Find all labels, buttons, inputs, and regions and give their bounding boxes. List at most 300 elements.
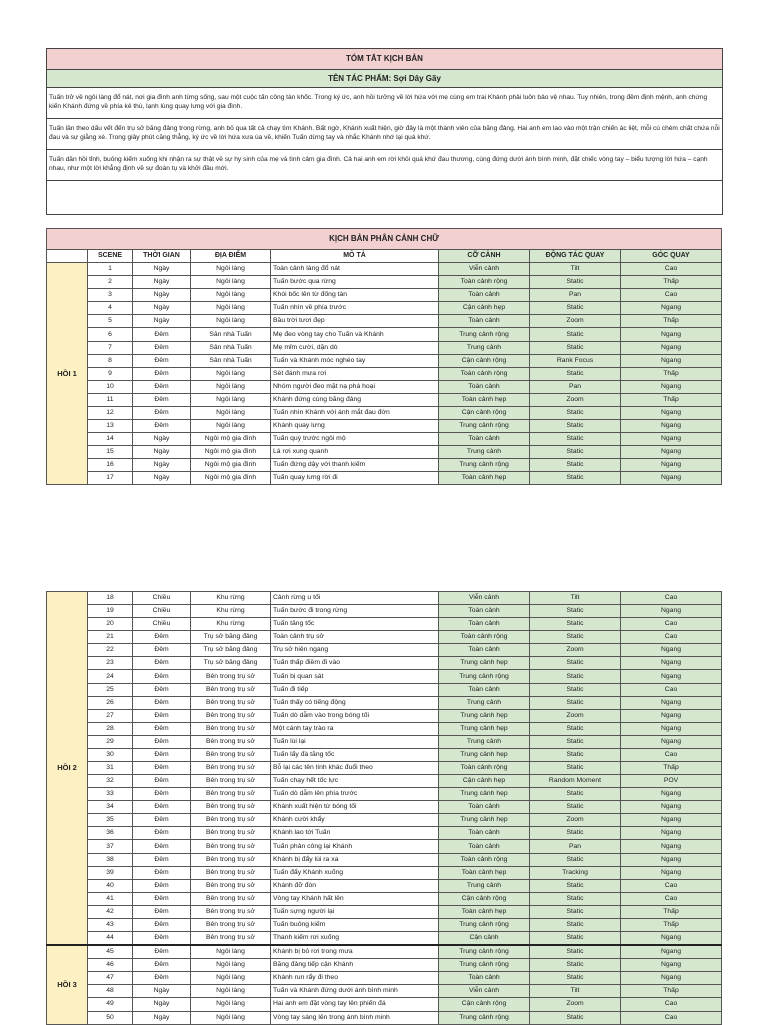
camera-move-cell: Tilt (530, 985, 621, 998)
camera-move-cell: Static (530, 788, 621, 801)
scene-number: 37 (88, 840, 133, 853)
scene-number: 7 (88, 341, 133, 354)
act-label: HỒI 3 (47, 945, 88, 1024)
time-cell: Ngày (133, 302, 191, 315)
description-cell: Khói bốc lên từ đống tàn (271, 289, 439, 302)
scene-row (47, 420, 722, 433)
camera-angle-cell: Thấp (621, 985, 722, 998)
camera-angle-cell: Ngang (621, 959, 722, 972)
location-cell: Ngôi làng (191, 985, 271, 998)
camera-angle-cell: Ngang (621, 735, 722, 748)
location-cell: Khu rừng (191, 605, 271, 618)
scene-number: 18 (88, 592, 133, 605)
shot-size-cell: Viễn cảnh (439, 263, 530, 276)
time-cell: Đêm (133, 945, 191, 959)
location-cell: Ngôi làng (191, 1011, 271, 1024)
description-cell: Cảnh rừng u tối (271, 592, 439, 605)
scene-row (47, 932, 722, 946)
camera-move-cell: Static (530, 631, 621, 644)
shot-size-cell: Trung cảnh rộng (439, 959, 530, 972)
description-cell: Bỗ lại các tên lính khác đuổi theo (271, 762, 439, 775)
shot-size-cell: Trung cảnh rộng (439, 328, 530, 341)
location-cell: Bên trong trụ sở (191, 696, 271, 709)
time-cell: Đêm (133, 406, 191, 419)
shot-size-cell: Toàn cảnh (439, 380, 530, 393)
description-cell: Tuấn thấp điềm đi vào (271, 657, 439, 670)
camera-angle-cell: Ngang (621, 657, 722, 670)
time-cell: Ngày (133, 263, 191, 276)
location-cell: Bên trong trụ sở (191, 853, 271, 866)
camera-move-cell: Tilt (530, 592, 621, 605)
description-cell: Tuấn và Khánh móc nghéo tay (271, 354, 439, 367)
scene-row (47, 459, 722, 472)
time-cell: Chiều (133, 592, 191, 605)
scene-number: 1 (88, 263, 133, 276)
camera-move-cell: Static (530, 827, 621, 840)
description-cell: Tuấn nhìn về phía trước (271, 302, 439, 315)
scene-number: 30 (88, 748, 133, 761)
scene-number: 16 (88, 459, 133, 472)
camera-move-cell: Static (530, 1011, 621, 1024)
description-cell: Tuấn dò dẫm lên phía trước (271, 788, 439, 801)
scene-row (47, 367, 722, 380)
shot-size-cell: Cận cảnh hẹp (439, 775, 530, 788)
camera-move-cell: Static (530, 945, 621, 959)
description-cell: Tuấn đứng dậy với thanh kiếm (271, 459, 439, 472)
camera-angle-cell: Ngang (621, 840, 722, 853)
description-cell: Tuấn sựng người lại (271, 905, 439, 918)
time-cell: Đêm (133, 748, 191, 761)
summary-paragraph-2: Tuấn lần theo dấu vết đến trụ sở băng đảng trong rừng, anh bỏ qua tất cả chạy tìm Khánh. Bất ngờ, Khánh xuất hiện, giờ đây là một thành viên của băng đảng. Hai anh em lao vào một trận chiến ác liệt, mỗi cú chém chất chứa nỗi đau và sự giằng xé. Trong giây phút căng thẳng, ký ức về lời hứa xưa ùa về, khiến Tuấn dừng tay và nhắc Khánh nhớ lại quá khứ. (47, 119, 722, 150)
shot-size-cell: Toàn cảnh (439, 433, 530, 446)
location-cell: Ngôi làng (191, 289, 271, 302)
description-cell: Vòng tay sáng lên trong ánh bình minh (271, 1011, 439, 1024)
time-cell: Ngày (133, 985, 191, 998)
time-cell: Đêm (133, 879, 191, 892)
camera-move-cell: Static (530, 406, 621, 419)
camera-angle-cell: Ngang (621, 670, 722, 683)
camera-angle-cell: Cao (621, 289, 722, 302)
camera-move-cell: Tracking (530, 866, 621, 879)
table-title-row (47, 229, 722, 250)
camera-move-cell: Static (530, 972, 621, 985)
time-cell: Đêm (133, 696, 191, 709)
scene-row (47, 735, 722, 748)
scene-number: 31 (88, 762, 133, 775)
time-cell: Đêm (133, 393, 191, 406)
shot-size-cell: Trung cảnh (439, 446, 530, 459)
shot-size-cell: Trung cảnh (439, 341, 530, 354)
location-cell: Khu rừng (191, 592, 271, 605)
scene-number: 22 (88, 644, 133, 657)
time-cell: Đêm (133, 420, 191, 433)
shot-size-cell: Cận cảnh rộng (439, 406, 530, 419)
scene-number: 40 (88, 879, 133, 892)
location-cell: Khu rừng (191, 618, 271, 631)
description-cell: Khánh quay lưng (271, 420, 439, 433)
scene-row (47, 972, 722, 985)
camera-angle-cell: Ngang (621, 302, 722, 315)
camera-move-cell: Static (530, 905, 621, 918)
scene-number: 29 (88, 735, 133, 748)
time-cell: Ngày (133, 315, 191, 328)
camera-move-cell: Static (530, 762, 621, 775)
scene-row (47, 644, 722, 657)
scene-number: 48 (88, 985, 133, 998)
time-cell: Đêm (133, 853, 191, 866)
location-cell: Bên trong trụ sở (191, 788, 271, 801)
camera-angle-cell: Ngang (621, 472, 722, 485)
time-cell: Đêm (133, 972, 191, 985)
camera-move-cell: Static (530, 683, 621, 696)
time-cell: Đêm (133, 840, 191, 853)
scene-row (47, 341, 722, 354)
scene-row (47, 472, 722, 485)
scene-row (47, 918, 722, 931)
camera-move-cell: Zoom (530, 644, 621, 657)
location-cell: Bên trong trụ sở (191, 918, 271, 931)
location-cell: Ngôi mộ gia đình (191, 446, 271, 459)
description-cell: Khánh bị bỏ rơi trong mưa (271, 945, 439, 959)
location-cell: Ngôi làng (191, 380, 271, 393)
camera-angle-cell: Ngang (621, 644, 722, 657)
scene-number: 49 (88, 998, 133, 1011)
shot-size-cell: Toàn cảnh rộng (439, 762, 530, 775)
description-cell: Tuấn dò dẫm vào trong bóng tối (271, 709, 439, 722)
location-cell: Ngôi làng (191, 406, 271, 419)
scene-table-part2 (46, 591, 722, 1025)
shot-size-cell: Trung cảnh hẹp (439, 722, 530, 735)
description-cell: Tuấn buông kiếm (271, 918, 439, 931)
camera-angle-cell: Cao (621, 748, 722, 761)
location-cell: Bên trong trụ sở (191, 683, 271, 696)
location-cell: Trụ sở băng đảng (191, 657, 271, 670)
time-cell: Ngày (133, 1011, 191, 1024)
location-cell: Bên trong trụ sở (191, 827, 271, 840)
camera-angle-cell: Ngang (621, 945, 722, 959)
location-cell: Ngôi làng (191, 393, 271, 406)
scene-number: 44 (88, 932, 133, 946)
scene-number: 8 (88, 354, 133, 367)
location-cell: Bên trong trụ sở (191, 879, 271, 892)
header-blank (47, 250, 88, 263)
description-cell: Tuấn đi tiếp (271, 683, 439, 696)
shot-size-cell: Trung cảnh rộng (439, 1011, 530, 1024)
location-cell: Bên trong trụ sở (191, 735, 271, 748)
time-cell: Đêm (133, 735, 191, 748)
location-cell: Trụ sở băng đảng (191, 644, 271, 657)
location-cell: Ngôi làng (191, 945, 271, 959)
scene-number: 9 (88, 367, 133, 380)
scene-number: 43 (88, 918, 133, 931)
location-cell: Sân nhà Tuấn (191, 354, 271, 367)
work-title: TÊN TÁC PHẨM: Sợi Dây Gãy (47, 70, 722, 88)
time-cell: Đêm (133, 827, 191, 840)
scene-row (47, 393, 722, 406)
scene-number: 13 (88, 420, 133, 433)
time-cell: Chiều (133, 605, 191, 618)
time-cell: Đêm (133, 801, 191, 814)
camera-angle-cell: Ngang (621, 446, 722, 459)
shot-size-cell: Cận cảnh rộng (439, 354, 530, 367)
scene-row (47, 866, 722, 879)
scene-number: 45 (88, 945, 133, 959)
description-cell: Băng đảng tiếp cận Khánh (271, 959, 439, 972)
scene-row (47, 840, 722, 853)
description-cell: Lá rơi xung quanh (271, 446, 439, 459)
scene-row (47, 289, 722, 302)
location-cell: Ngôi mộ gia đình (191, 472, 271, 485)
scene-number: 41 (88, 892, 133, 905)
camera-move-cell: Static (530, 302, 621, 315)
camera-move-cell: Static (530, 328, 621, 341)
description-cell: Tuấn bị quan sát (271, 670, 439, 683)
camera-angle-cell: POV (621, 775, 722, 788)
header-camera-angle-cell: GÓC QUAY (621, 250, 722, 263)
scene-table-part1 (46, 228, 722, 485)
scene-row (47, 709, 722, 722)
location-cell: Bên trong trụ sở (191, 748, 271, 761)
header-description-cell: MÔ TẢ (271, 250, 439, 263)
camera-angle-cell: Ngang (621, 459, 722, 472)
camera-angle-cell: Cao (621, 998, 722, 1011)
time-cell: Đêm (133, 762, 191, 775)
scene-number: 46 (88, 959, 133, 972)
description-cell: Mẹ đeo vòng tay cho Tuấn và Khánh (271, 328, 439, 341)
scene-row (47, 853, 722, 866)
scene-row (47, 263, 722, 276)
description-cell: Mẹ mỉm cười, dặn dò (271, 341, 439, 354)
shot-size-cell: Trung cảnh hẹp (439, 814, 530, 827)
location-cell: Bên trong trụ sở (191, 905, 271, 918)
scene-number: 5 (88, 315, 133, 328)
camera-move-cell: Static (530, 748, 621, 761)
camera-move-cell: Static (530, 853, 621, 866)
camera-angle-cell: Ngang (621, 709, 722, 722)
shot-size-cell: Toàn cảnh (439, 827, 530, 840)
camera-angle-cell: Thấp (621, 918, 722, 931)
shot-size-cell: Toàn cảnh (439, 315, 530, 328)
camera-angle-cell: Ngang (621, 696, 722, 709)
scene-number: 20 (88, 618, 133, 631)
camera-move-cell: Static (530, 735, 621, 748)
scene-row (47, 788, 722, 801)
camera-angle-cell: Ngang (621, 433, 722, 446)
location-cell: Bên trong trụ sở (191, 801, 271, 814)
description-cell: Toàn cảnh trụ sở (271, 631, 439, 644)
scene-number: 28 (88, 722, 133, 735)
description-cell: Tuấn phản công lại Khánh (271, 840, 439, 853)
description-cell: Tuấn thấy có tiếng động (271, 696, 439, 709)
camera-angle-cell: Cao (621, 892, 722, 905)
table-header-row (47, 250, 722, 263)
camera-move-cell: Static (530, 605, 621, 618)
camera-angle-cell: Ngang (621, 722, 722, 735)
camera-angle-cell: Cao (621, 1011, 722, 1024)
camera-angle-cell: Cao (621, 683, 722, 696)
camera-move-cell: Static (530, 367, 621, 380)
time-cell: Ngày (133, 446, 191, 459)
scene-number: 12 (88, 406, 133, 419)
time-cell: Đêm (133, 657, 191, 670)
shot-size-cell: Cận cảnh hẹp (439, 302, 530, 315)
scene-row (47, 959, 722, 972)
scene-number: 27 (88, 709, 133, 722)
description-cell: Tuấn và Khánh đứng dưới ánh bình minh (271, 985, 439, 998)
shot-size-cell: Toàn cảnh rộng (439, 367, 530, 380)
camera-angle-cell: Cao (621, 618, 722, 631)
shot-size-cell: Toàn cảnh hẹp (439, 393, 530, 406)
shot-size-cell: Toàn cảnh (439, 801, 530, 814)
description-cell: Nhóm người đeo mặt nạ phá hoại (271, 380, 439, 393)
description-cell: Tuấn chạy hết tốc lực (271, 775, 439, 788)
location-cell: Bên trong trụ sở (191, 892, 271, 905)
header-scene-number: SCENE (88, 250, 133, 263)
camera-move-cell: Zoom (530, 393, 621, 406)
shot-size-cell: Trung cảnh rộng (439, 945, 530, 959)
camera-angle-cell: Ngang (621, 801, 722, 814)
location-cell: Ngôi làng (191, 263, 271, 276)
time-cell: Đêm (133, 354, 191, 367)
act-label: HỒI 2 (47, 592, 88, 946)
time-cell: Đêm (133, 814, 191, 827)
camera-move-cell: Static (530, 801, 621, 814)
time-cell: Đêm (133, 709, 191, 722)
shot-size-cell: Trung cảnh hẹp (439, 788, 530, 801)
shot-size-cell: Toàn cảnh hẹp (439, 472, 530, 485)
camera-angle-cell: Cao (621, 592, 722, 605)
shot-size-cell: Trung cảnh (439, 696, 530, 709)
scene-number: 35 (88, 814, 133, 827)
description-cell: Khánh bị đẩy lùi ra xa (271, 853, 439, 866)
description-cell: Tuấn bước đi trong rừng (271, 605, 439, 618)
shot-size-cell: Cận cảnh rộng (439, 998, 530, 1011)
description-cell: Khánh run rẩy đi theo (271, 972, 439, 985)
scene-row (47, 905, 722, 918)
camera-angle-cell: Thấp (621, 315, 722, 328)
time-cell: Đêm (133, 367, 191, 380)
description-cell: Toàn cảnh làng đổ nát (271, 263, 439, 276)
location-cell: Ngôi làng (191, 959, 271, 972)
description-cell: Tuấn bước qua rừng (271, 276, 439, 289)
time-cell: Ngày (133, 433, 191, 446)
scene-number: 24 (88, 670, 133, 683)
camera-move-cell: Static (530, 932, 621, 946)
shot-size-cell: Viễn cảnh (439, 985, 530, 998)
camera-angle-cell: Ngang (621, 420, 722, 433)
time-cell: Đêm (133, 341, 191, 354)
shot-size-cell: Toàn cảnh hẹp (439, 905, 530, 918)
scene-row (47, 670, 722, 683)
description-cell: Khánh xuất hiện từ bóng tối (271, 801, 439, 814)
camera-move-cell: Static (530, 459, 621, 472)
camera-move-cell: Static (530, 472, 621, 485)
scene-number: 11 (88, 393, 133, 406)
location-cell: Bên trong trụ sở (191, 762, 271, 775)
camera-angle-cell: Ngang (621, 328, 722, 341)
scene-row (47, 380, 722, 393)
scene-row (47, 315, 722, 328)
location-cell: Ngôi làng (191, 315, 271, 328)
scene-number: 50 (88, 1011, 133, 1024)
time-cell: Đêm (133, 918, 191, 931)
location-cell: Sân nhà Tuấn (191, 341, 271, 354)
camera-angle-cell: Thấp (621, 905, 722, 918)
scene-number: 21 (88, 631, 133, 644)
shot-size-cell: Cận cảnh rộng (439, 892, 530, 905)
time-cell: Ngày (133, 276, 191, 289)
location-cell: Trụ sở băng đảng (191, 631, 271, 644)
time-cell: Đêm (133, 380, 191, 393)
shot-size-cell: Trung cảnh hẹp (439, 748, 530, 761)
scene-number: 3 (88, 289, 133, 302)
time-cell: Đêm (133, 328, 191, 341)
camera-angle-cell: Cao (621, 263, 722, 276)
shot-size-cell: Viễn cảnh (439, 592, 530, 605)
shot-size-cell: Toàn cảnh rộng (439, 276, 530, 289)
time-cell: Đêm (133, 644, 191, 657)
camera-move-cell: Static (530, 879, 621, 892)
description-cell: Tuấn tăng tốc (271, 618, 439, 631)
summary-paragraph-1: Tuấn trở về ngôi làng đổ nát, nơi gia đình anh từng sống, sau một cuộc tấn công tàn khốc. Trong ký ức, anh hồi tưởng về lời hứa với mẹ cùng em trai Khánh phải luôn bảo vệ nhau. Tuy nhiên, trong đêm định mệnh, anh chứng kiến Khánh đứng về phía kẻ thù, lạnh lùng quay lưng với gia đình. (47, 88, 722, 119)
camera-angle-cell: Cao (621, 879, 722, 892)
camera-move-cell: Static (530, 433, 621, 446)
location-cell: Bên trong trụ sở (191, 840, 271, 853)
camera-move-cell: Static (530, 670, 621, 683)
location-cell: Bên trong trụ sở (191, 670, 271, 683)
description-cell: Tuấn đẩy Khánh xuống (271, 866, 439, 879)
time-cell: Đêm (133, 683, 191, 696)
scene-row (47, 892, 722, 905)
description-cell: Tuấn nhìn Khánh với ánh mắt đau đớn (271, 406, 439, 419)
location-cell: Ngôi làng (191, 276, 271, 289)
scene-number: 32 (88, 775, 133, 788)
camera-move-cell: Static (530, 341, 621, 354)
scene-row (47, 618, 722, 631)
scene-row (47, 945, 722, 959)
scene-row (47, 762, 722, 775)
shot-size-cell: Toàn cảnh (439, 840, 530, 853)
scene-row (47, 354, 722, 367)
camera-move-cell: Zoom (530, 998, 621, 1011)
scene-row (47, 446, 722, 459)
camera-move-cell: Static (530, 446, 621, 459)
scene-row (47, 328, 722, 341)
shot-size-cell: Toàn cảnh (439, 972, 530, 985)
scene-number: 23 (88, 657, 133, 670)
scene-row (47, 722, 722, 735)
camera-move-cell: Zoom (530, 315, 621, 328)
location-cell: Bên trong trụ sở (191, 775, 271, 788)
shot-size-cell: Trung cảnh rộng (439, 670, 530, 683)
scene-number: 4 (88, 302, 133, 315)
header-camera-move-cell: ĐỘNG TÁC QUAY (530, 250, 621, 263)
shot-size-cell: Toàn cảnh hẹp (439, 866, 530, 879)
camera-angle-cell: Ngang (621, 827, 722, 840)
time-cell: Đêm (133, 722, 191, 735)
camera-move-cell: Static (530, 918, 621, 931)
location-cell: Ngôi làng (191, 367, 271, 380)
time-cell: Đêm (133, 905, 191, 918)
time-cell: Đêm (133, 932, 191, 946)
time-cell: Đêm (133, 892, 191, 905)
camera-move-cell: Static (530, 420, 621, 433)
scene-number: 6 (88, 328, 133, 341)
location-cell: Bên trong trụ sở (191, 932, 271, 946)
shot-size-cell: Trung cảnh rộng (439, 918, 530, 931)
scene-number: 19 (88, 605, 133, 618)
camera-angle-cell: Ngang (621, 932, 722, 946)
